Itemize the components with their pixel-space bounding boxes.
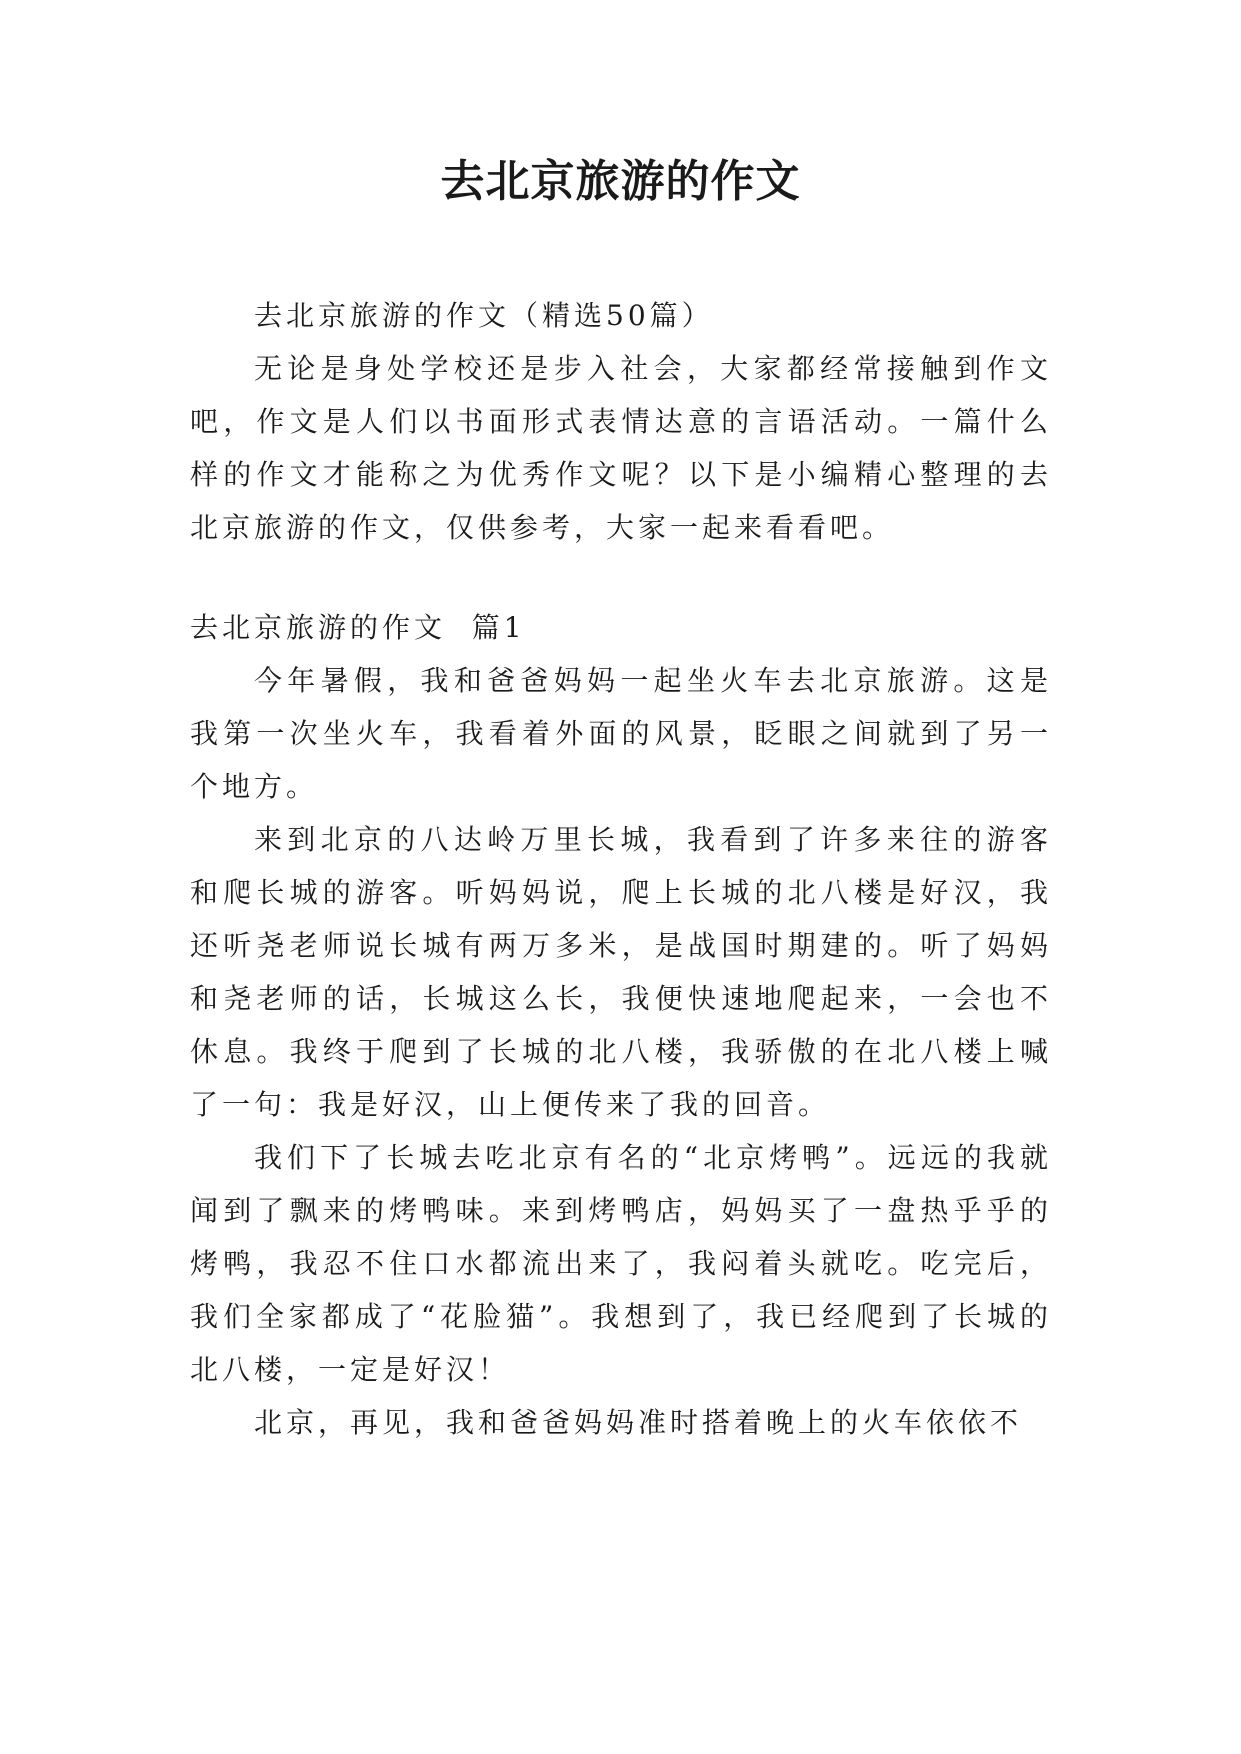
document-body: [190, 289, 1052, 1449]
body-paragraph: 我们下了长城去吃北京有名的“北京烤鸭”。远远的我就闻到了飘来的烤鸭味。来到烤鸭店，妈妈买了一盘热乎乎的烤鸭，我忍不住口水都流出来了，我闷着头就吃。吃完后，我们全家都成了“花脸猫”。我想到了，我已经爬到了长城的北八楼，一定是好汉！: [190, 1141, 1052, 1386]
section-spacer: [190, 554, 1052, 601]
section-heading: 去北京旅游的作文 篇1: [190, 611, 526, 644]
body-paragraph: 北京，再见，我和爸爸妈妈准时搭着晚上的火车依依不: [254, 1406, 1023, 1439]
document-title: 去北京旅游的作文: [440, 156, 801, 207]
intro-paragraph: 无论是身处学校还是步入社会，大家都经常接触到作文吧，作文是人们以书面形式表情达意的言语活动。一篇什么样的作文才能称之为优秀作文呢？以下是小编精心整理的去北京旅游的作文，仅供参考，大家一起来看看吧。: [190, 352, 1052, 544]
subtitle: 去北京旅游的作文（精选50篇）: [254, 299, 714, 332]
body-paragraph: 来到北京的八达岭万里长城，我看到了许多来往的游客和爬长城的游客。听妈妈说，爬上长城的北八楼是好汉，我还听尧老师说长城有两万多米，是战国时期建的。听了妈妈和尧老师的话，长城这么长，我便快速地爬起来，一会也不休息。我终于爬到了长城的北八楼，我骄傲的在北八楼上喊了一句：我是好汉，山上便传来了我的回音。: [190, 823, 1052, 1121]
body-paragraph: 今年暑假，我和爸爸妈妈一起坐火车去北京旅游。这是我第一次坐火车，我看着外面的风景，眨眼之间就到了另一个地方。: [190, 664, 1052, 803]
